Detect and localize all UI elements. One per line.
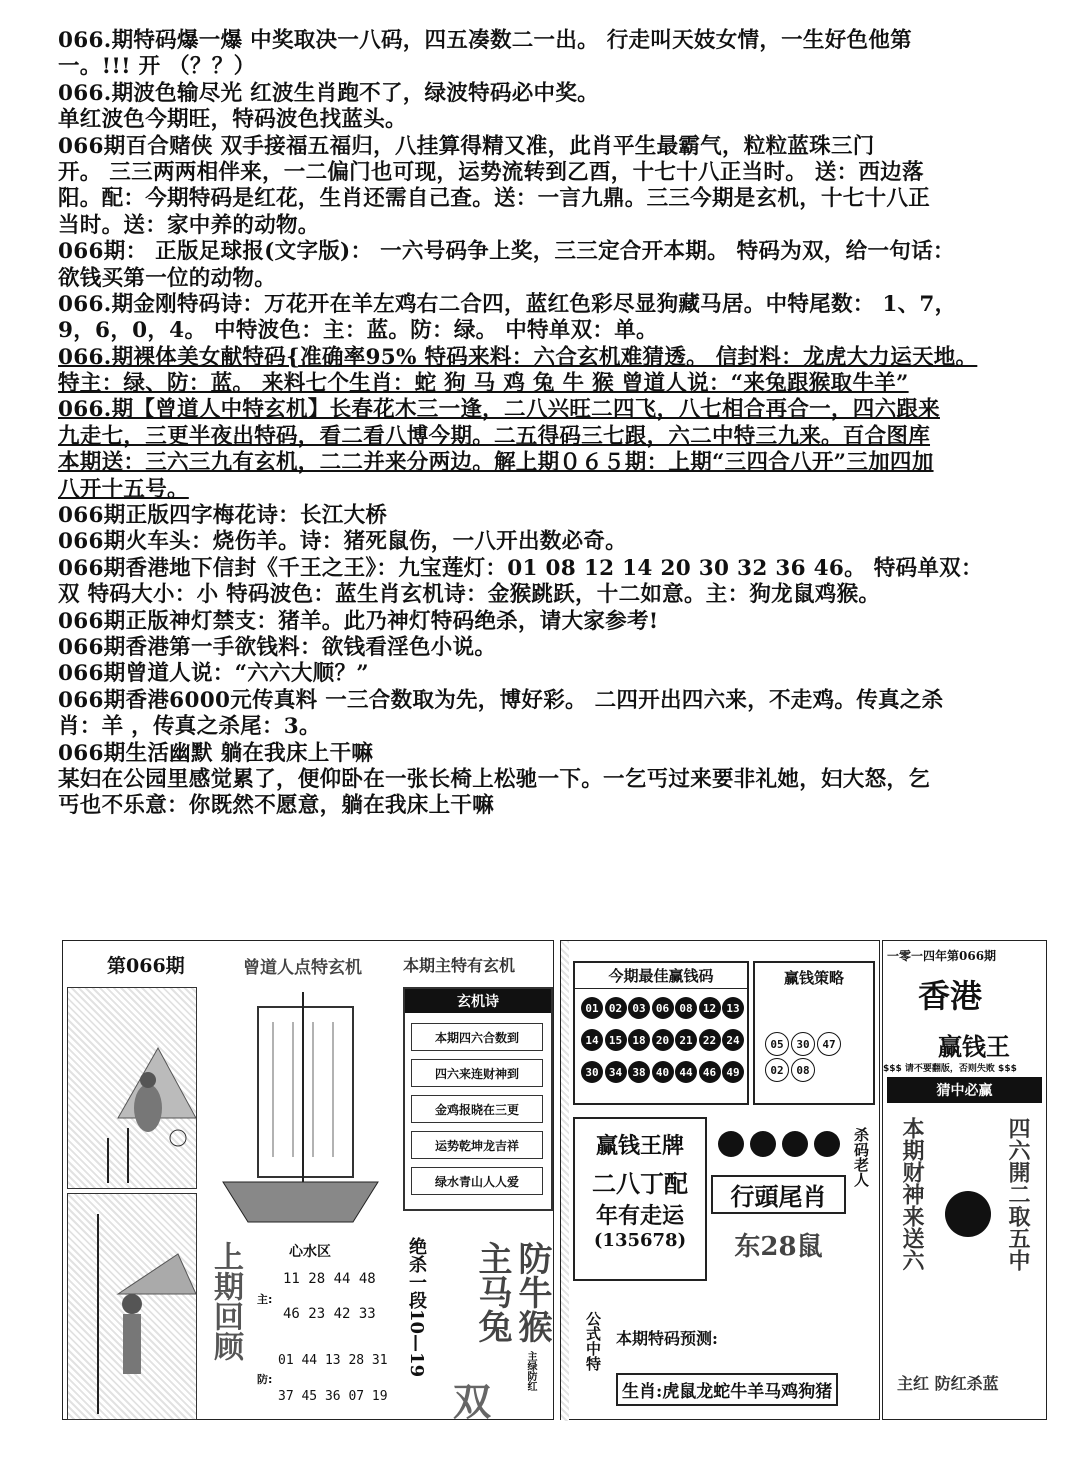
article-text xyxy=(58,28,1058,820)
text-line: 特主：绿、防：蓝。 来料七个生肖：蛇 狗 马 鸡 兔 牛 猴 曾道人说：“来兔跟猴取牛羊” xyxy=(58,371,909,397)
main-numbers-1: 11 28 44 48 xyxy=(283,1271,376,1287)
text-line: 9，6，0，4。 中特波色：主：蓝。防：绿。 中特单双：单。 xyxy=(58,318,658,344)
text-line: 066期正版神灯禁支：猪羊。此乃神灯特码绝杀，请大家参考! xyxy=(58,608,659,634)
guard-numbers-1: 01 44 13 28 31 xyxy=(278,1353,388,1368)
tail-title: 行頭尾肖 xyxy=(711,1175,846,1214)
number-ball: 01 xyxy=(581,997,603,1019)
text-line: 066期： 正版足球报(文字版)： 一六号码争上奖，三三定合开本期。 特码为双，给一句话： xyxy=(58,239,955,265)
lottery-collage xyxy=(62,940,1047,1422)
text-line: 066期正版四字梅花诗：长江大桥 xyxy=(58,503,388,529)
number-ball: 03 xyxy=(628,997,650,1019)
number-ball: 38 xyxy=(628,1061,650,1083)
verse-box xyxy=(403,987,553,1211)
strategy-box xyxy=(753,961,875,1105)
strategy-number-grid xyxy=(755,992,873,1092)
tail-box xyxy=(711,1131,846,1271)
number-ball: 46 xyxy=(699,1061,721,1083)
guard-label: 防: xyxy=(257,1373,273,1386)
bird-illustration xyxy=(67,987,197,1189)
king-text: 二八丁配 xyxy=(592,1169,688,1198)
sailboat-illustration xyxy=(203,987,398,1237)
text-line: 一。!!! 开 （？？） xyxy=(58,54,256,80)
verse-line: 本期四六合数到 xyxy=(411,1023,543,1051)
number-ball: 22 xyxy=(699,1029,721,1051)
text-line: 当时。送：家中养的动物。 xyxy=(58,212,320,238)
number-ball: 34 xyxy=(605,1061,627,1083)
text-line: 阳。配：今期特码是红花，生肖还需自己查。送：一言九鼎。三三今期是玄机，十七十八正 xyxy=(58,186,931,212)
hk-title: 香港 xyxy=(918,977,983,1015)
bulletin-title: 曾道人点特玄机 xyxy=(243,958,362,978)
verse-line: 运势乾坤龙吉祥 xyxy=(411,1131,543,1159)
king-box xyxy=(573,1117,707,1281)
verse-title: 玄机诗 xyxy=(405,989,551,1013)
number-ball: 44 xyxy=(675,1061,697,1083)
middle-bulletin xyxy=(560,940,880,1420)
number-ball: 24 xyxy=(722,1029,744,1051)
verse-line: 金鸡报晓在三更 xyxy=(411,1095,543,1123)
text-line: 066期香港地下信封《千王之王》：九宝莲灯：01 08 12 14 20 30 32 36 46。 特码单双： xyxy=(58,555,983,581)
left-bulletin xyxy=(62,940,554,1424)
guard-numbers-2: 37 45 36 07 19 xyxy=(278,1389,388,1404)
number-ball: 20 xyxy=(652,1029,674,1051)
text-line: 066.期金刚特码诗：万花开在羊左鸡右二合四，蓝红色彩尽显狗藏马居。中特尾数： 1、7， xyxy=(58,291,957,317)
strategy-ball: 02 xyxy=(765,1058,789,1082)
prev-issue-label: 上期回顾 xyxy=(208,1241,243,1361)
text-line: 开。 三三两两相伴来，一二偏门也可现，运势流转到乙酉，十七十八正当时。 送：西边落 xyxy=(58,159,924,185)
guess-banner: 猜中必赢 xyxy=(887,1077,1042,1103)
text-line: 066.期波色输尽光 红波生肖跑不了，绿波特码必中奖。 xyxy=(58,80,599,106)
text-line: 066期火车头：烧伤羊。诗：猪死鼠伤，一八开出数必奇。 xyxy=(58,529,627,555)
text-line: 八开十五号。 xyxy=(58,476,189,502)
text-line: 066.期【曾道人中特玄机】长春花木三一逢，二八兴旺二四飞，八七相合再合一，四六跟来 xyxy=(58,397,940,423)
number-ball: 13 xyxy=(722,997,744,1019)
zodiac-main: 主马兔 xyxy=(472,1241,512,1343)
best-numbers-title: 今期最佳赢钱码 xyxy=(575,963,747,989)
text-line: 双 特码大小：小 特码波色：蓝生肖玄机诗：金猴跳跃，十二如意。主：狗龙鼠鸡猴。 xyxy=(58,582,881,608)
text-line: 欲钱买第一位的动物。 xyxy=(58,265,277,291)
text-line: 066期曾道人说：“六六大顺？” xyxy=(58,661,369,687)
predict-title: 本期特码预测: xyxy=(616,1329,718,1348)
number-ball: 21 xyxy=(675,1029,697,1051)
king-code: (135678) xyxy=(593,1230,687,1251)
text-line: 九走七，三更半夜出特码，看二看八博今期。二五得码三七跟，六二中特三九来。百合图库 xyxy=(58,423,931,449)
verse-line: 四六来连财神到 xyxy=(411,1059,543,1087)
strategy-ball: 05 xyxy=(765,1032,789,1056)
text-line: 肖：羊 ，传真之杀尾：3。 xyxy=(58,714,321,740)
heart-label: 心水区 xyxy=(289,1244,331,1260)
number-ball: 40 xyxy=(652,1061,674,1083)
bulletin-subtitle: 本期主特有玄机 xyxy=(403,956,516,975)
money-king: 赢钱王 xyxy=(938,1032,1010,1061)
bottom-label: 主红 防红杀蓝 xyxy=(897,1374,999,1393)
number-ball: 49 xyxy=(722,1061,744,1083)
text-line: 本期送：三六三九有玄机，二二并来分两边。解上期０６５期：上期“三四合八开”三加四加 xyxy=(58,450,934,476)
right-bulletin xyxy=(882,940,1047,1420)
issue-label: 第066期 xyxy=(107,955,185,977)
number-ball: 12 xyxy=(699,997,721,1019)
zodiac-guard: 防牛猴 xyxy=(512,1241,552,1343)
number-ball: 30 xyxy=(581,1061,603,1083)
verse-line: 绿水青山人人爱 xyxy=(411,1167,543,1195)
text-line: 066.期特码爆一爆 中奖取决一八码，四五凑数二一出。 行走叫天妓女情，一生好色他第 xyxy=(58,28,912,53)
killer-label: 杀码老人 xyxy=(852,1127,870,1187)
text-line: 066期百合赌侠 双手接福五福归，八挂算得精又准，此肖平生最霸气，粒粒蓝珠三门 xyxy=(58,133,875,159)
vertical-text-1: 本期财神来送六 xyxy=(899,1117,925,1271)
number-ball: 02 xyxy=(605,997,627,1019)
predict-zodiac: 生肖:虎鼠龙蛇牛羊马鸡狗猪 xyxy=(616,1373,838,1406)
number-ball: 15 xyxy=(605,1029,627,1051)
strategy-ball: 30 xyxy=(791,1032,815,1056)
king-title: 赢钱王牌 xyxy=(595,1133,684,1159)
text-line: 066期香港第一手欲钱料：欲钱看淫色小说。 xyxy=(58,634,497,660)
best-numbers-box xyxy=(573,961,749,1105)
text-line: 某妇在公园里感觉累了，便仰卧在一张长椅上松驰一下。一乞丐过来要非礼她，妇大怒，乞 xyxy=(58,766,931,792)
yin-yang-icon xyxy=(945,1191,991,1237)
number-ball: 08 xyxy=(675,997,697,1019)
black-dots xyxy=(711,1131,846,1161)
number-ball: 14 xyxy=(581,1029,603,1051)
text-line: 单红波色今期旺，特码波色找蓝头。 xyxy=(58,107,407,133)
text-line: 066期香港6000元传真料 一三合数取为先，博好彩。 二四开出四六来，不走鸡。传真之杀 xyxy=(58,687,944,713)
vertical-text-2: 四六開二取五中 xyxy=(1005,1117,1031,1271)
text-line: 066.期裸体美女献特码{准确率95% 特码来料：六合玄机难猜透。 信封料：龙虎大力运天地。 xyxy=(58,344,978,370)
number-ball: 18 xyxy=(628,1029,650,1051)
kill-text: 绝杀一段10—19 xyxy=(406,1237,427,1378)
dollar-note: $$$ 请不要翻版，否则失败 $$$ xyxy=(883,1064,1017,1074)
strategy-title: 赢钱策略 xyxy=(783,969,844,987)
double-label: 双 xyxy=(453,1379,492,1424)
text-line: 066期生活幽默 躺在我床上干嘛 xyxy=(58,740,374,766)
number-ball-grid xyxy=(575,989,747,1099)
year-issue: 一零一四年第066期 xyxy=(887,949,997,963)
king-text-2: 年有走运 xyxy=(595,1203,684,1229)
tail-value: 东28鼠 xyxy=(734,1232,823,1262)
side-border xyxy=(561,941,569,1421)
wave-label: 主绿防红 xyxy=(525,1351,536,1391)
text-line: 丐也不乐意：你既然不愿意，躺在我床上干嘛 xyxy=(58,793,495,819)
strategy-ball: 47 xyxy=(817,1032,841,1056)
number-ball: 06 xyxy=(652,997,674,1019)
formula-label: 公式中特 xyxy=(584,1311,602,1371)
main-label: 主: xyxy=(257,1293,273,1306)
main-numbers-2: 46 23 42 33 xyxy=(283,1306,376,1322)
figure-illustration xyxy=(67,1193,197,1420)
strategy-ball: 08 xyxy=(791,1058,815,1082)
